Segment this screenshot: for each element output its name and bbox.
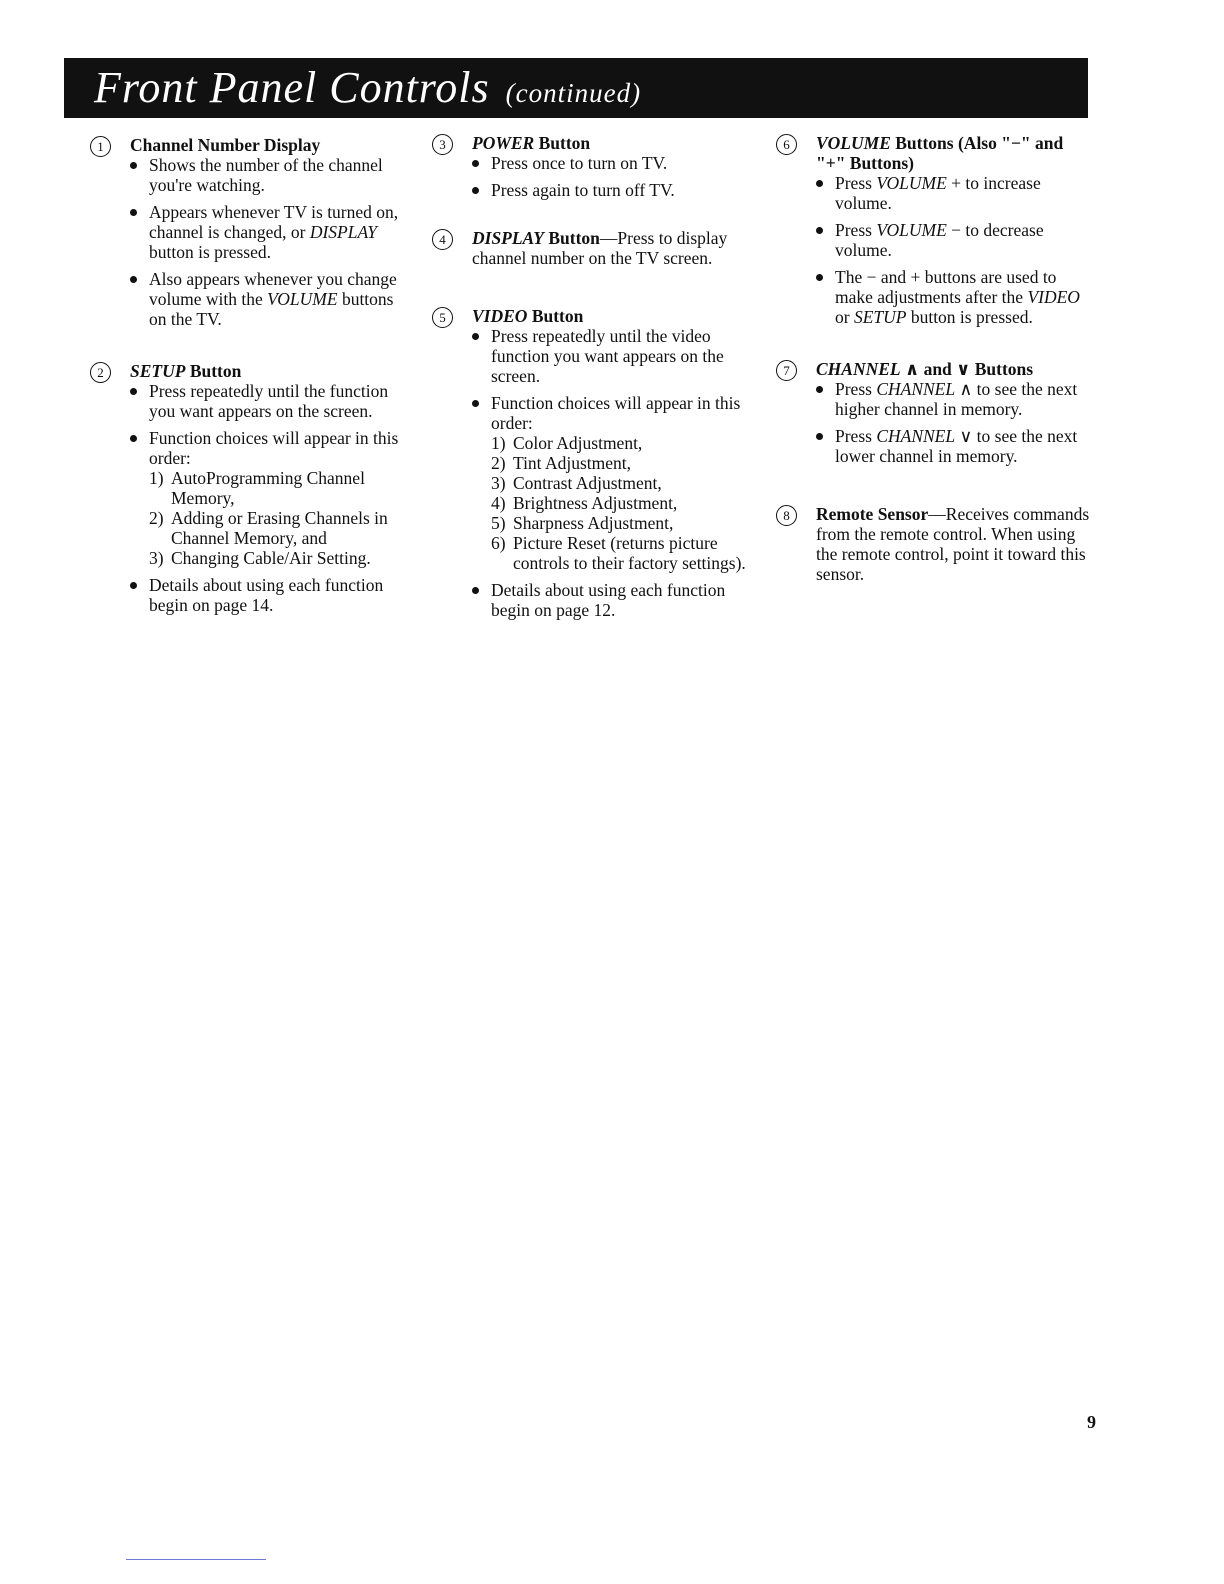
section-heading: VOLUME Buttons (Also "−" and "+" Buttons) (816, 133, 1064, 173)
list-item: Details about using each function begin on page 12. (472, 580, 752, 620)
column-3 (776, 133, 1096, 584)
number-badge: 6 (776, 134, 797, 155)
bullet-list (130, 155, 410, 329)
number-badge: 1 (90, 136, 111, 157)
section-remote-sensor (776, 504, 1096, 584)
number-badge: 2 (90, 362, 111, 383)
bullet-list (130, 381, 410, 615)
ordered-item: 3) Changing Cable/Air Setting. (149, 548, 371, 568)
section-channel-buttons (776, 359, 1096, 466)
section-video-button (432, 306, 752, 620)
section-setup-button (90, 361, 410, 615)
list-item: Details about using each function begin on page 14. (130, 575, 410, 615)
ordered-item: 2) Adding or Erasing Channels in Channel Memory, and (149, 508, 388, 548)
page-subtitle: (continued) (505, 78, 642, 108)
list-item: Appears whenever TV is turned on, channel is changed, or DISPLAY button is pressed. (130, 202, 410, 262)
ordered-list (491, 433, 752, 573)
number-badge: 5 (432, 307, 453, 328)
bullet-list (472, 326, 752, 620)
section-power-button (432, 133, 752, 200)
list-item: Press CHANNEL ∨ to see the next lower channel in memory. (816, 426, 1096, 466)
number-badge: 4 (432, 229, 453, 250)
ordered-item: 2) Tint Adjustment, (491, 453, 631, 473)
list-item: Function choices will appear in this order: 1) Color Adjustment, 2) Tint Adjustment, 3) Contrast Adjustment, 4) Brightness Adjustment, 5) Sharpness Adjustment, 6) Picture Reset (returns picture controls to their factory settings). (472, 393, 752, 573)
list-item: Press once to turn on TV. (472, 153, 752, 173)
section-heading: Channel Number Display (130, 135, 321, 155)
section-heading: CHANNEL ∧ and ∨ Buttons (816, 359, 1034, 379)
ordered-item: 1) Color Adjustment, (491, 433, 643, 453)
page-title: Front Panel Controls (94, 63, 490, 112)
number-badge: 8 (776, 505, 797, 526)
list-item: Press VOLUME + to increase volume. (816, 173, 1096, 213)
page-number: 9 (1087, 1412, 1096, 1432)
ordered-item: 5) Sharpness Adjustment, (491, 513, 674, 533)
list-item: Press repeatedly until the function you want appears on the screen. (130, 381, 410, 421)
footer-rule (126, 1559, 266, 1560)
list-item: Shows the number of the channel you're watching. (130, 155, 410, 195)
ordered-item: 4) Brightness Adjustment, (491, 493, 678, 513)
list-item: Press again to turn off TV. (472, 180, 752, 200)
list-item: Press repeatedly until the video function you want appears on the screen. (472, 326, 752, 386)
bullet-list (472, 153, 752, 200)
ordered-list (149, 468, 410, 568)
section-description: DISPLAY Button—Press to display channel number on the TV screen. (472, 228, 728, 268)
list-item: The − and + buttons are used to make adjustments after the VIDEO or SETUP button is pressed. (816, 267, 1096, 327)
column-1 (90, 135, 410, 622)
bullet-list (816, 379, 1096, 466)
list-item: Press CHANNEL ∧ to see the next higher channel in memory. (816, 379, 1096, 419)
ordered-item: 1) AutoProgramming Channel Memory, (149, 468, 365, 508)
bullet-list (816, 173, 1096, 327)
number-badge: 7 (776, 360, 797, 381)
list-item: Also appears whenever you change volume with the VOLUME buttons on the TV. (130, 269, 410, 329)
section-display-button (432, 228, 752, 268)
list-item: Function choices will appear in this order: 1) AutoProgramming Channel Memory, 2) Adding or Erasing Channels in Channel Memory, and 3) Changing Cable/Air Setting. (130, 428, 410, 568)
ordered-item: 3) Contrast Adjustment, (491, 473, 662, 493)
column-2 (432, 133, 752, 627)
section-heading: POWER Button (472, 133, 591, 153)
number-badge: 3 (432, 134, 453, 155)
section-channel-number-display (90, 135, 410, 329)
section-heading: SETUP Button (130, 361, 242, 381)
section-description: Remote Sensor—Receives commands from the remote control. When using the remote control, point it toward this sensor. (816, 504, 1090, 584)
title-banner (64, 58, 1088, 118)
list-item: Press VOLUME − to decrease volume. (816, 220, 1096, 260)
ordered-item: 6) Picture Reset (returns picture controls to their factory settings). (491, 533, 746, 573)
section-heading: VIDEO Button (472, 306, 584, 326)
section-volume-buttons (776, 133, 1096, 327)
